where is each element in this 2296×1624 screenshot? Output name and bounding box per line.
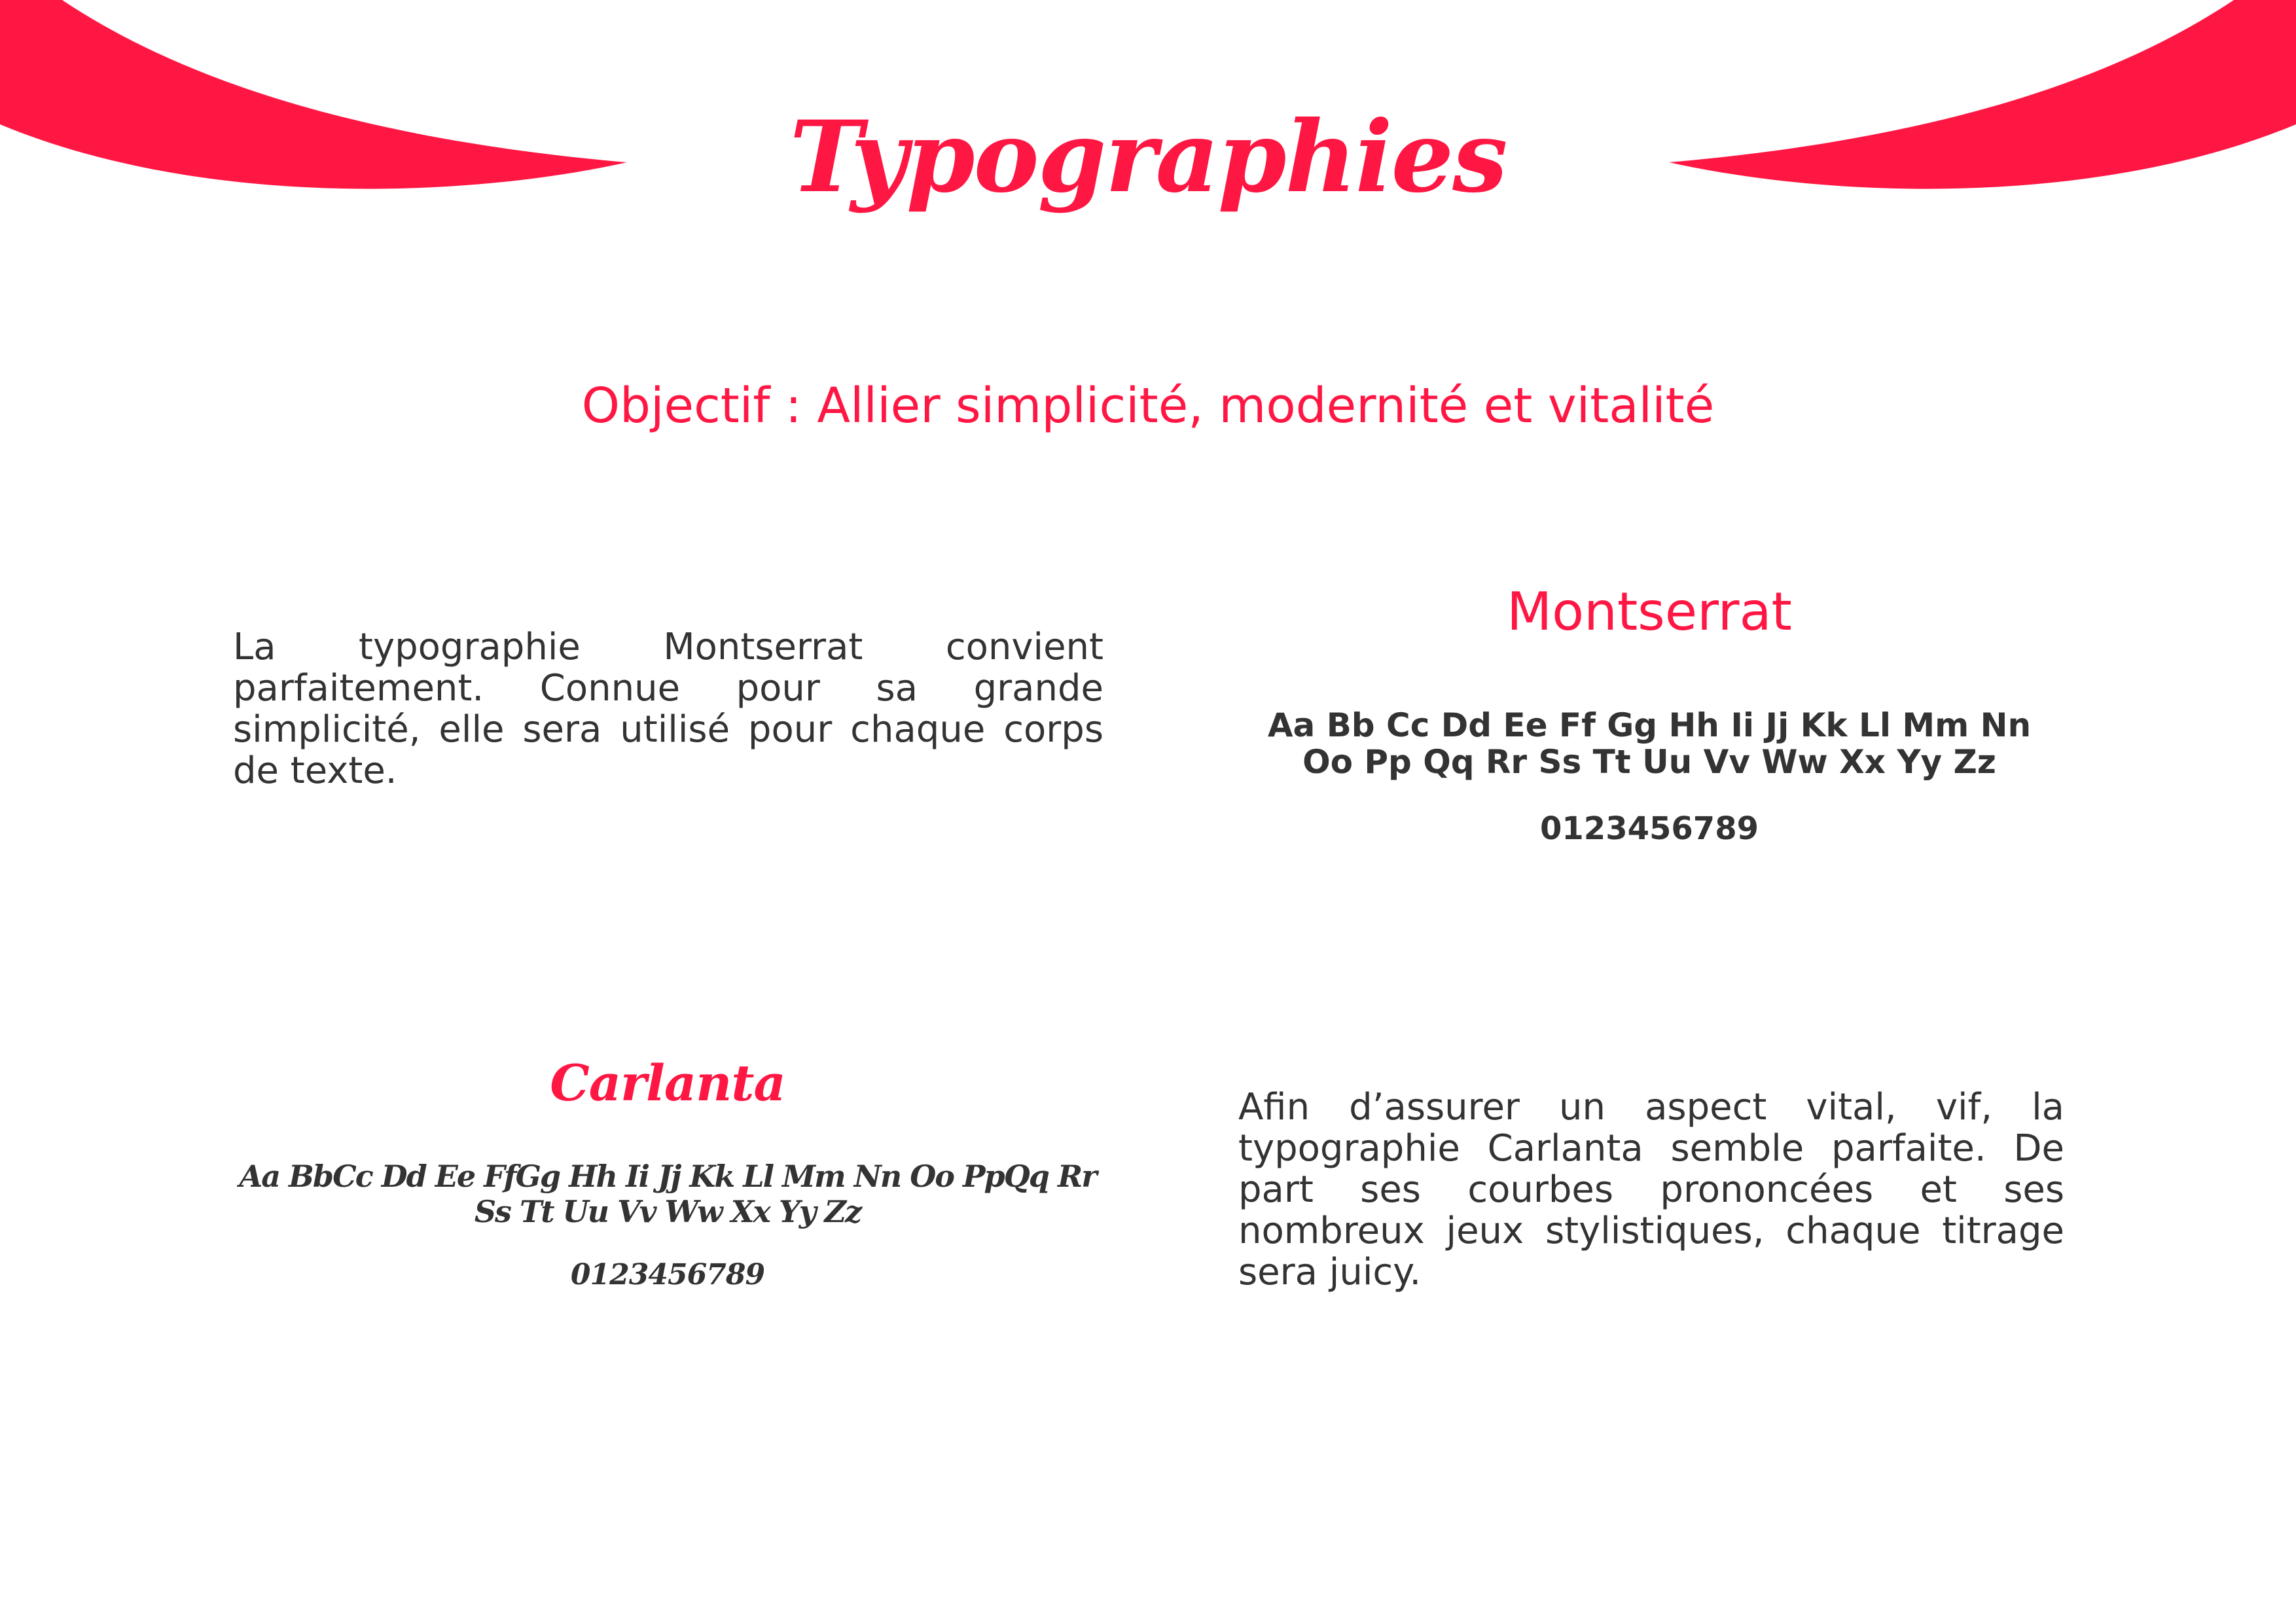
carlanta-specimen bbox=[216, 1047, 1119, 1295]
montserrat-specimen bbox=[1211, 576, 2088, 848]
carlanta-alphabet-line-1: Aa BbCc Dd Ee FfGg Hh Ii Jj Kk Ll Mm Nn Oo PpQq Rr bbox=[239, 1159, 1096, 1194]
carlanta-alphabet-line-2: Ss Tt Uu Vv Ww Xx Yy Zz bbox=[474, 1194, 861, 1229]
page-title: Typographies bbox=[789, 99, 1507, 215]
montserrat-font-name: Montserrat bbox=[1507, 581, 1792, 642]
carlanta-digits: 0123456789 bbox=[570, 1258, 765, 1291]
carlanta-font-name: Carlanta bbox=[550, 1054, 785, 1112]
montserrat-description: La typographie Montserrat convient parfaitement. Connue pour sa grande simplicité, elle sera utilisé pour chaque corps de texte. bbox=[233, 626, 1103, 792]
montserrat-alphabet-line-2: Oo Pp Qq Rr Ss Tt Uu Vv Ww Xx Yy Zz bbox=[1302, 743, 1996, 781]
montserrat-alphabet bbox=[1211, 707, 2088, 780]
subtitle-objective: Objectif : Allier simplicité, modernité et vitalité bbox=[581, 378, 1715, 434]
carlanta-description: Afin d’assurer un aspect vital, vif, la typographie Carlanta semble parfaite. De part ses courbes prononcées et ses nombreux jeux stylistiques, chaque titrage sera juicy. bbox=[1238, 1086, 2064, 1293]
carlanta-alphabet bbox=[216, 1159, 1119, 1229]
montserrat-alphabet-line-1: Aa Bb Cc Dd Ee Ff Gg Hh Ii Jj Kk Ll Mm Nn bbox=[1267, 706, 2032, 744]
montserrat-digits: 0123456789 bbox=[1540, 810, 1759, 847]
